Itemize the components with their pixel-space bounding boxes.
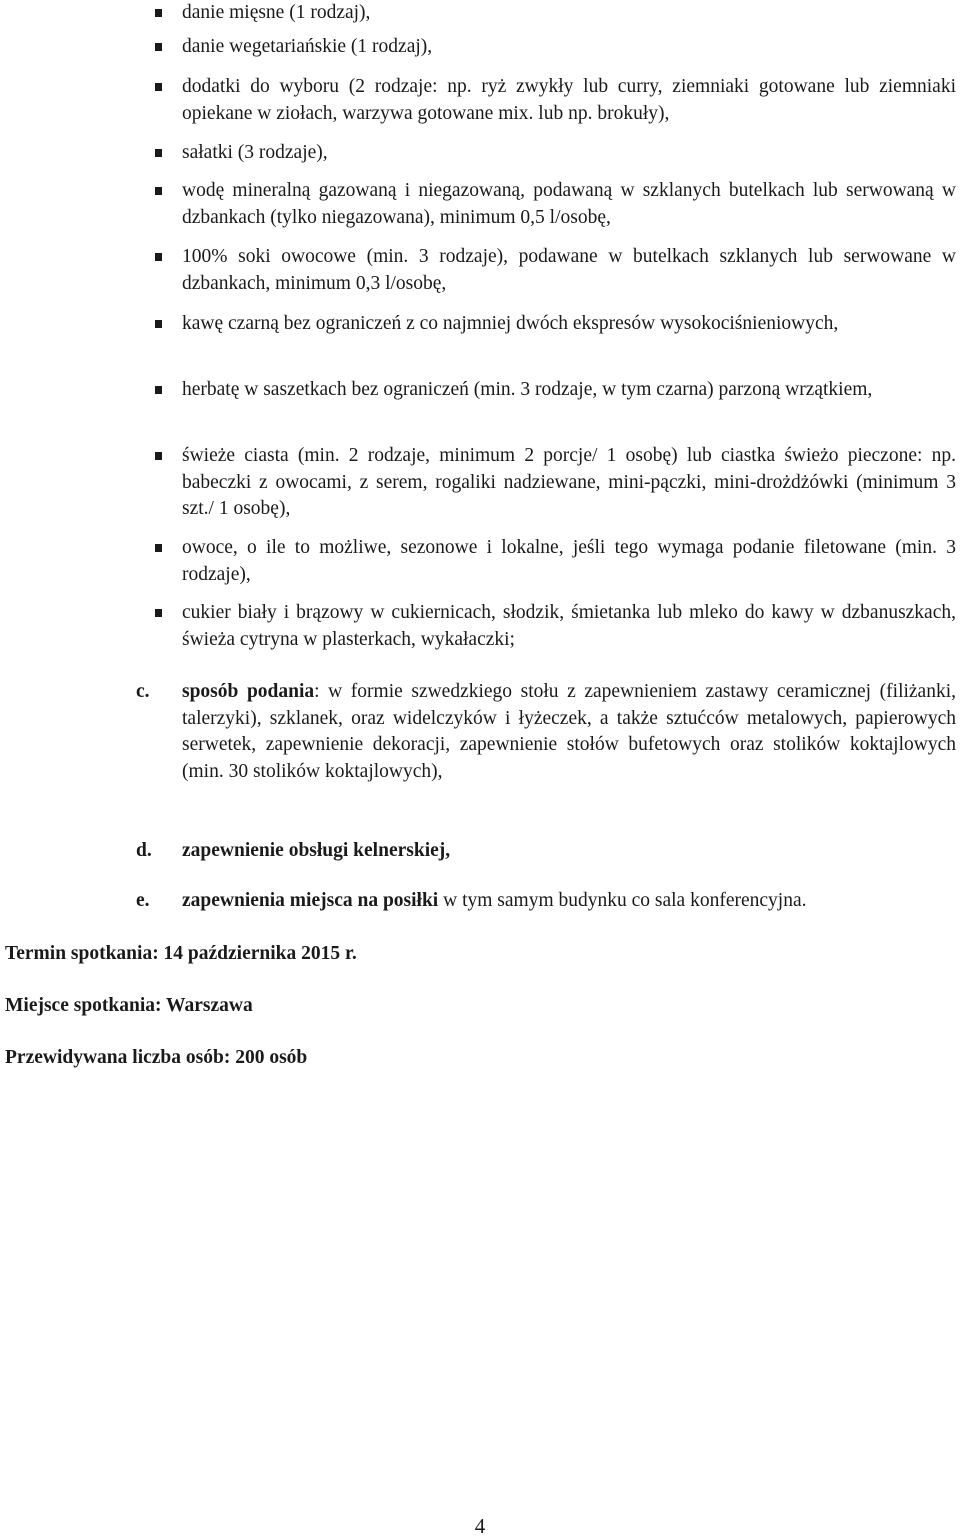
square-bullet-icon (155, 43, 162, 51)
section-c-text: : w formie szwedzkiego stołu z zapewnieniem zastawy ceramicznej (filiżanki, talerzyki), szklanek, oraz widelczyków i łyżeczek, a także sztućców metalowych, papierowych serwetek, zapewnienie dekoracji, zapewnienie stołów bufetowych oraz stolików koktajlowych (min. 30 stolików koktajlowych), (182, 681, 957, 782)
meeting-date: Termin spotkania: 14 października 2015 r. (5, 943, 357, 964)
section-e-body (182, 888, 956, 915)
section-d-label: zapewnienie obsługi kelnerskiej, (182, 840, 451, 861)
list-item-text: 100% soki owocowe (min. 3 rodzaje), podawane w butelkach szklanych lub serwowane w dzbankach, minimum 0,3 l/osobę, (182, 246, 956, 294)
list-item-text: owoce, o ile to możliwe, sezonowe i lokalne, jeśli tego wymaga podanie filetowane (min. 3 rodzaje), (182, 537, 956, 585)
list-item (182, 0, 956, 27)
square-bullet-icon (155, 544, 162, 552)
list-item (182, 74, 956, 127)
square-bullet-icon (155, 187, 162, 195)
list-item (182, 600, 956, 653)
section-letter: e. (136, 890, 150, 911)
meeting-place: Miejsce spotkania: Warszawa (5, 995, 253, 1016)
section-d (136, 838, 956, 865)
square-bullet-icon (155, 320, 162, 328)
page-number: 4 (474, 1514, 486, 1538)
section-c-label: sposób podania (182, 681, 315, 702)
list-item-text: kawę czarną bez ograniczeń z co najmniej dwóch ekspresów wysokociśnieniowych, (182, 313, 839, 334)
list-item-text: danie mięsne (1 rodzaj), (182, 2, 371, 23)
section-e-text: w tym samym budynku co sala konferencyjna. (438, 890, 807, 911)
list-item-text: świeże ciasta (min. 2 rodzaje, minimum 2 porcje/ 1 osobę) lub ciastka świeżo pieczone: np. babeczki z owocami, z serem, rogaliki nadziewane, mini-pączki, mini-drożdżówki (minimum 3 szt./ 1 osobę), (182, 445, 956, 519)
list-item (182, 377, 956, 404)
section-d-body (182, 838, 956, 865)
attendees-count: Przewidywana liczba osób: 200 osób (5, 1047, 308, 1068)
square-bullet-icon (155, 83, 162, 91)
section-letter: c. (136, 681, 150, 702)
list-item-text: dodatki do wyboru (2 rodzaje: np. ryż zwykły lub curry, ziemniaki gotowane lub ziemniaki opiekane w ziołach, warzywa gotowane mix. lub np. brokuły), (182, 76, 956, 124)
section-e-label: zapewnienia miejsca na posiłki (182, 890, 439, 911)
square-bullet-icon (155, 149, 162, 157)
section-e (136, 888, 956, 915)
list-item (182, 178, 956, 231)
list-item (182, 244, 956, 297)
list-item-text: danie wegetariańskie (1 rodzaj), (182, 36, 433, 57)
square-bullet-icon (155, 609, 162, 617)
list-item-text: sałatki (3 rodzaje), (182, 142, 328, 163)
square-bullet-icon (155, 253, 162, 261)
square-bullet-icon (155, 452, 162, 460)
list-item (182, 140, 956, 167)
list-item (182, 443, 956, 523)
square-bullet-icon (155, 386, 162, 394)
list-item-text: herbatę w saszetkach bez ograniczeń (min. 3 rodzaje, w tym czarna) parzoną wrzątkiem, (182, 379, 873, 400)
list-item-text: cukier biały i brązowy w cukiernicach, słodzik, śmietanka lub mleko do kawy w dzbanuszkach, świeża cytryna w plasterkach, wykałaczki; (182, 602, 956, 650)
list-item (182, 535, 956, 588)
list-item-text: wodę mineralną gazowaną i niegazowaną, podawaną w szklanych butelkach lub serwowaną w dzbankach (tylko niegazowana), minimum 0,5 l/osobę, (182, 180, 956, 228)
section-letter: d. (136, 840, 152, 861)
list-item (182, 311, 956, 338)
list-item (182, 34, 956, 61)
section-c (136, 679, 956, 785)
section-c-body (182, 679, 956, 785)
square-bullet-icon (155, 9, 162, 17)
